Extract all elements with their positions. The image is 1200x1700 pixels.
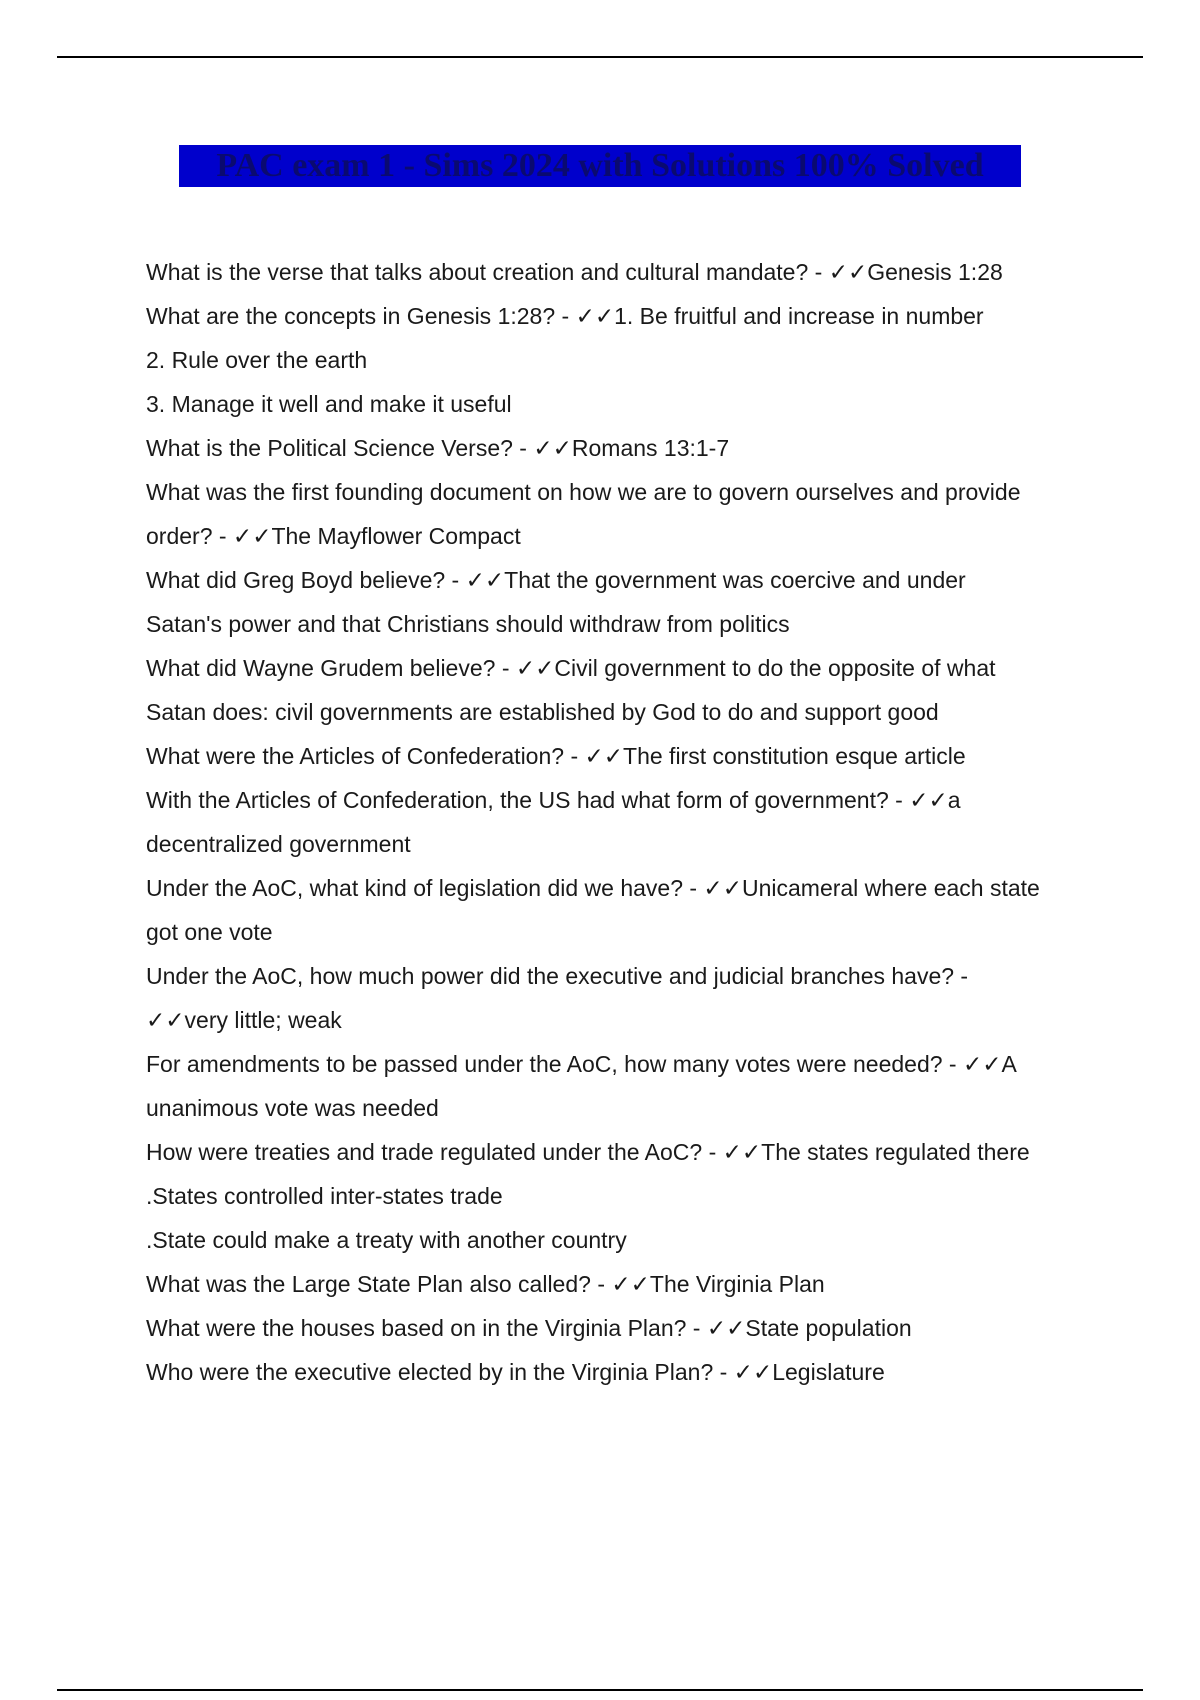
text-line: got one vote [146, 919, 273, 945]
text-line: What were the Articles of Confederation? - ✓✓The first constitution esque article [146, 743, 966, 769]
text-line: Who were the executive elected by in the Virginia Plan? - ✓✓Legislature [146, 1359, 885, 1385]
text-line: With the Articles of Confederation, the US had what form of government? - ✓✓a [146, 787, 961, 813]
text-line: Satan does: civil governments are established by God to do and support good [146, 699, 939, 725]
text-line: Satan's power and that Christians should withdraw from politics [146, 611, 790, 637]
text-line: What did Wayne Grudem believe? - ✓✓Civil government to do the opposite of what [146, 655, 996, 681]
text-line: What were the houses based on in the Virginia Plan? - ✓✓State population [146, 1315, 912, 1341]
text-line: How were treaties and trade regulated under the AoC? - ✓✓The states regulated there [146, 1139, 1030, 1165]
text-line: What did Greg Boyd believe? - ✓✓That the government was coercive and under [146, 567, 966, 593]
text-line: Under the AoC, what kind of legislation did we have? - ✓✓Unicameral where each state [146, 875, 1040, 901]
text-line: unanimous vote was needed [146, 1095, 439, 1121]
text-line: What are the concepts in Genesis 1:28? - ✓✓1. Be fruitful and increase in number [146, 303, 984, 329]
text-line: Under the AoC, how much power did the executive and judicial branches have? - [146, 963, 969, 989]
title-banner [0, 145, 1200, 187]
top-rule [57, 56, 1143, 58]
text-line: 2. Rule over the earth [146, 347, 368, 373]
text-line: What is the Political Science Verse? - ✓✓Romans 13:1-7 [146, 435, 730, 461]
text-line: What was the Large State Plan also called? - ✓✓The Virginia Plan [146, 1271, 825, 1297]
text-line: .States controlled inter-states trade [146, 1183, 503, 1209]
text-line: order? - ✓✓The Mayflower Compact [146, 523, 521, 549]
text-line: .State could make a treaty with another country [146, 1227, 627, 1253]
text-line: ✓✓very little; weak [146, 1007, 342, 1033]
bottom-rule [57, 1689, 1143, 1691]
document-body [146, 250, 1096, 1394]
text-line: What is the verse that talks about creation and cultural mandate? - ✓✓Genesis 1:28 [146, 259, 1003, 285]
text-line: 3. Manage it well and make it useful [146, 391, 512, 417]
document-title: PAC exam 1 - Sims 2024 with Solutions 100% Solved [179, 145, 1021, 187]
text-line: decentralized government [146, 831, 411, 857]
text-line: For amendments to be passed under the AoC, how many votes were needed? - ✓✓A [146, 1051, 1017, 1077]
text-line: What was the first founding document on how we are to govern ourselves and provide [146, 479, 1021, 505]
